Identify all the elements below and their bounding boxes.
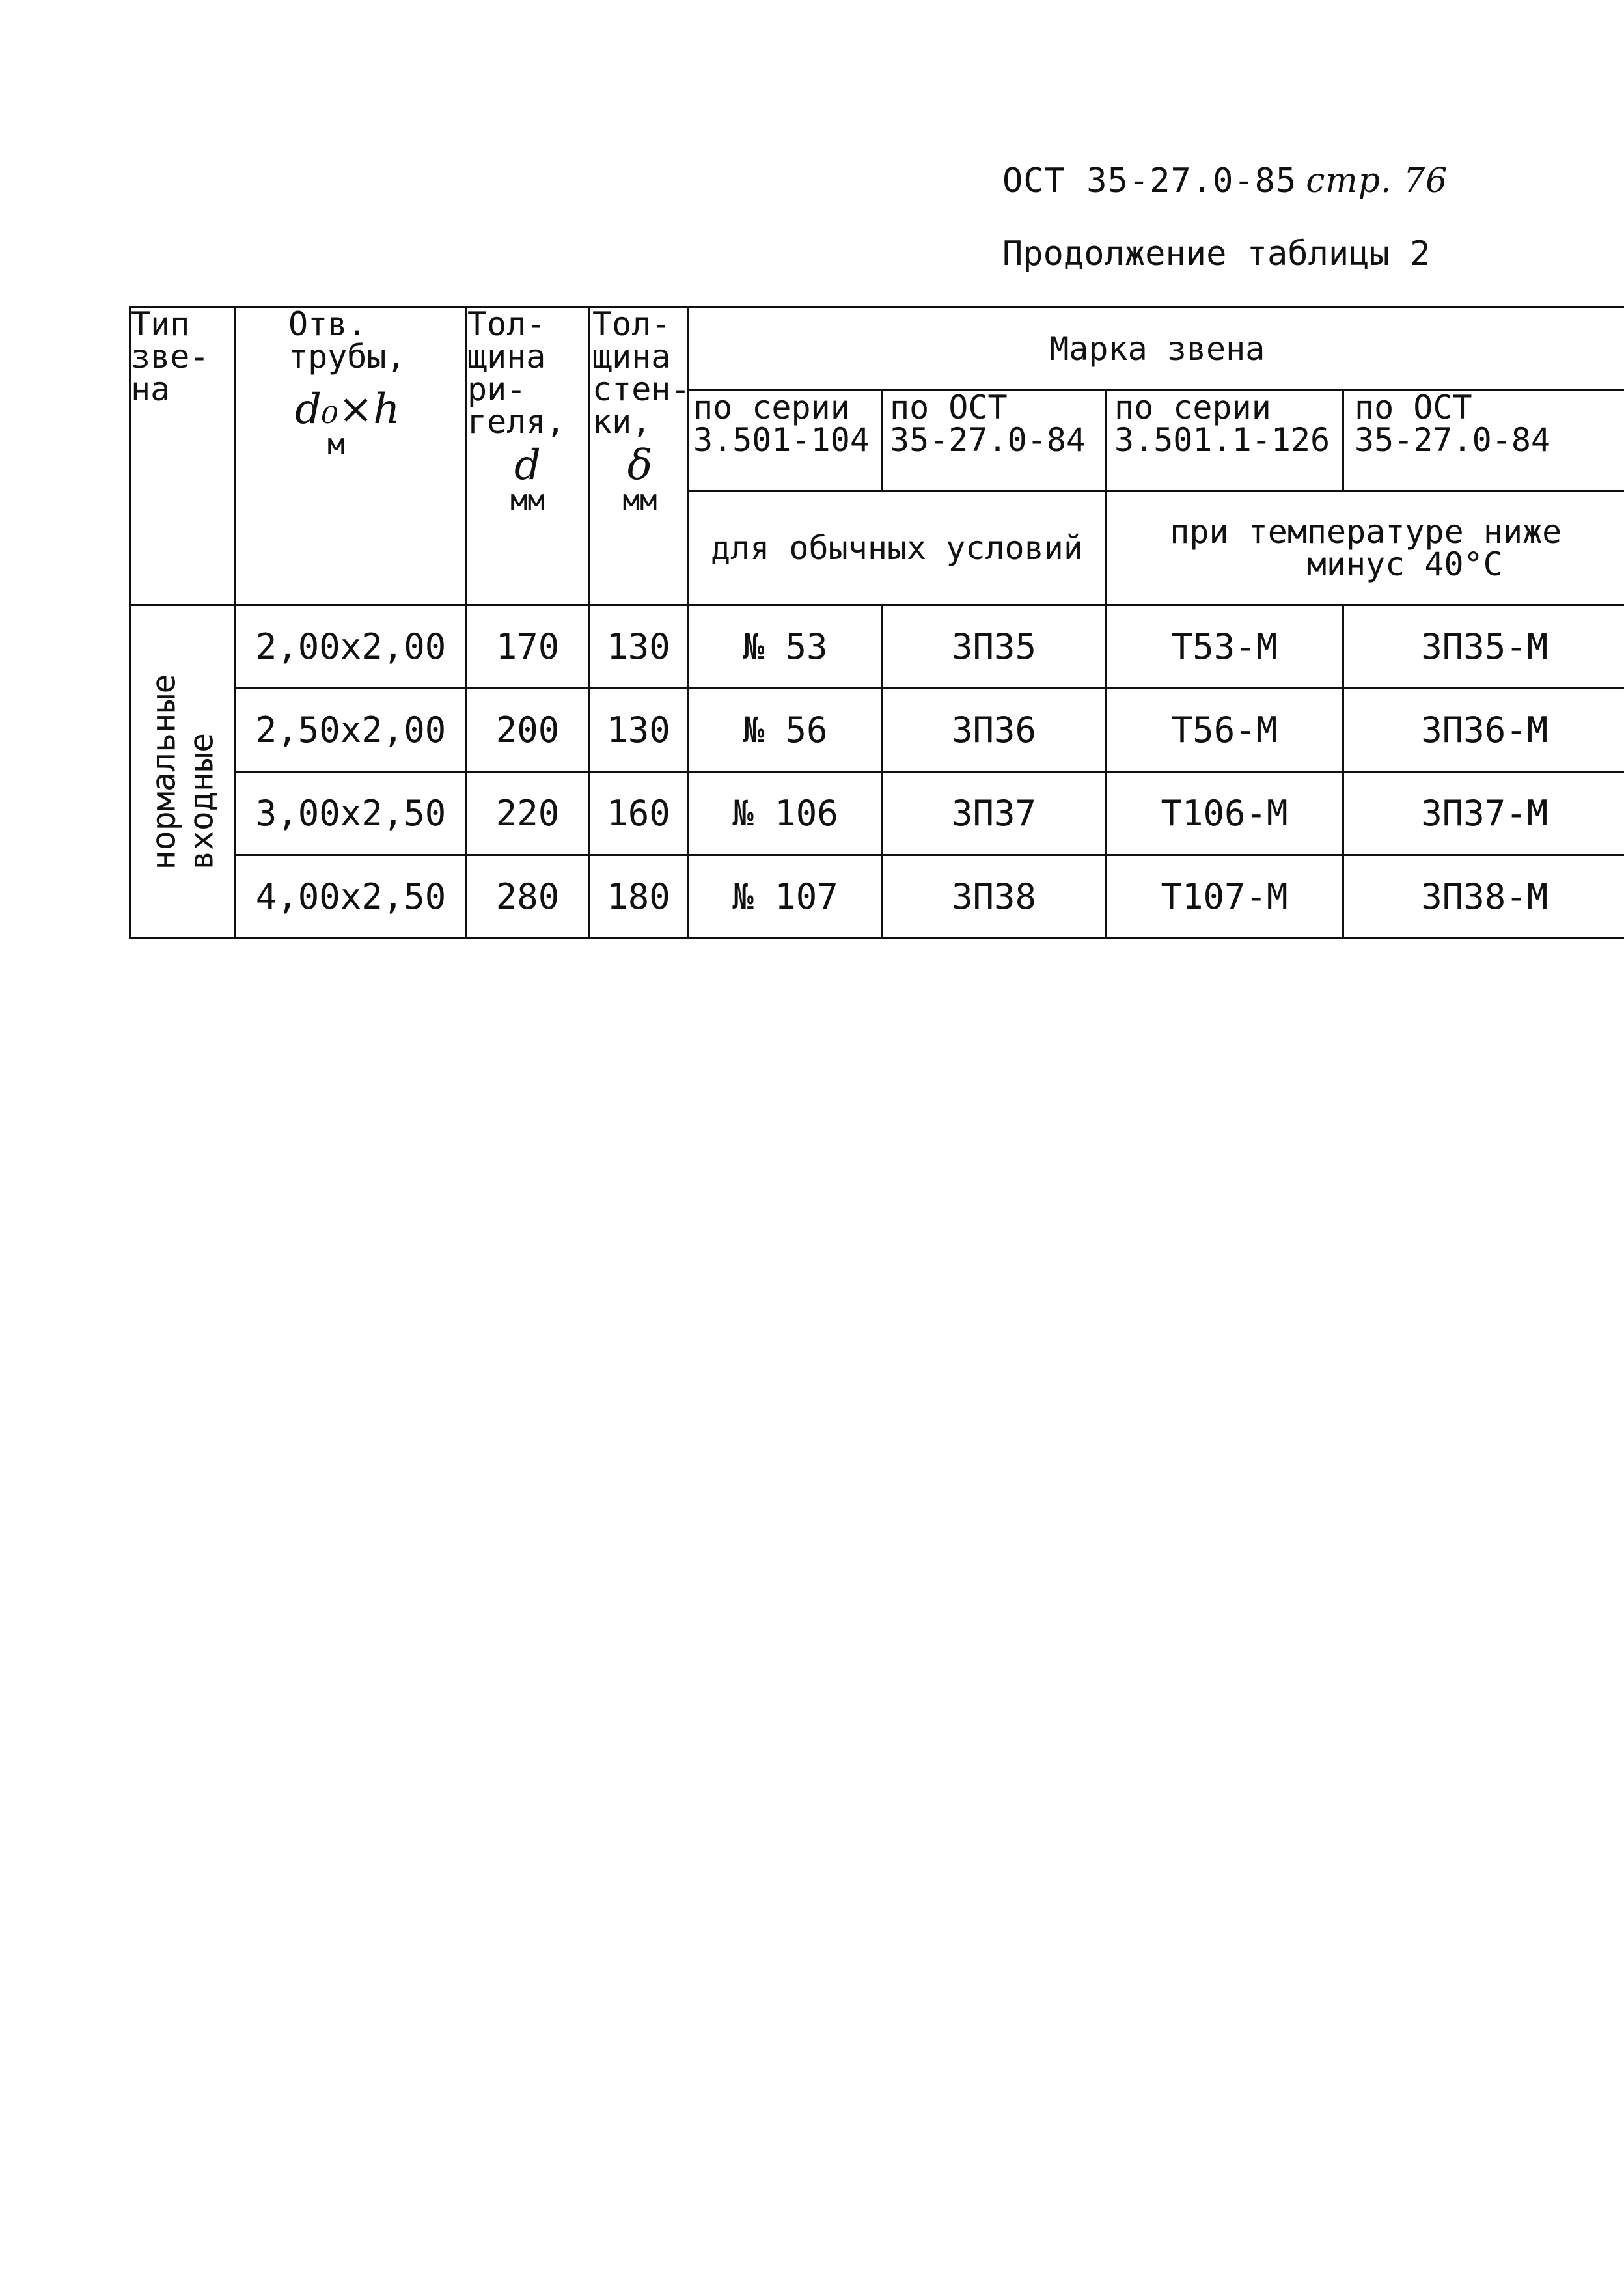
cell-mark-2: ЗП37: [883, 772, 1106, 855]
header-ost-35-27-0-84-a: по ОСТ 35-27.0-84: [883, 391, 1106, 491]
cell-wall: 130: [589, 689, 689, 772]
page-number: стр. 76: [1306, 161, 1448, 200]
group-label-cell: [130, 605, 236, 939]
cell-mark-3: Т106-М: [1106, 772, 1343, 855]
document-code-text: ОСТ 35-27.0-85: [1002, 161, 1297, 200]
table-row: [130, 689, 1624, 772]
header-link-type: Тип зве- на: [130, 307, 236, 605]
cell-size: 2,00x2,00: [236, 605, 467, 689]
cell-size: 3,00x2,50: [236, 772, 467, 855]
table-row: [130, 605, 1624, 689]
header-series-3501-1-126: по серии 3.501.1-126: [1106, 391, 1343, 491]
table-row: [130, 772, 1624, 855]
cell-mark-2: ЗП35: [883, 605, 1106, 689]
pipe-symbol: d₀×h: [295, 385, 400, 434]
cell-mark-1: № 107: [689, 855, 883, 939]
cell-mark-4: ЗП35-М: [1343, 605, 1624, 689]
header-low-temperature: при температуре ниже минус 40°С: [1106, 491, 1624, 605]
cell-mark-3: Т53-М: [1106, 605, 1343, 689]
cell-mark-2: ЗП38: [883, 855, 1106, 939]
cell-mark-1: № 56: [689, 689, 883, 772]
cell-mark-3: Т107-М: [1106, 855, 1343, 939]
cell-wall: 130: [589, 605, 689, 689]
cell-wall: 180: [589, 855, 689, 939]
wall-unit: мм: [622, 484, 657, 517]
header-ost-35-27-0-84-b: по ОСТ 35-27.0-84: [1343, 391, 1624, 491]
pipe-unit: м: [327, 428, 345, 461]
cell-mark-4: ЗП36-М: [1343, 689, 1624, 772]
beam-symbol: d: [514, 441, 541, 489]
link-marks-table: [129, 306, 1624, 939]
header-beam-thickness: Тол- щина ри- геля, d мм: [467, 307, 589, 605]
cell-beam: 220: [467, 772, 589, 855]
cell-mark-1: № 106: [689, 772, 883, 855]
document-code: [1002, 161, 1448, 200]
header-pipe-opening: Отв. трубы, d₀×h м: [236, 307, 467, 605]
cell-beam: 170: [467, 605, 589, 689]
group-label: нормальные входные: [145, 673, 220, 870]
cell-mark-3: Т56-М: [1106, 689, 1343, 772]
cell-beam: 200: [467, 689, 589, 772]
cell-mark-2: ЗП36: [883, 689, 1106, 772]
table-row: [130, 855, 1624, 939]
wall-symbol: δ: [627, 441, 653, 489]
beam-unit: мм: [510, 484, 545, 517]
cell-mark-4: ЗП37-М: [1343, 772, 1624, 855]
header-wall-thickness: Тол- щина стен- ки, δ мм: [589, 307, 689, 605]
cell-wall: 160: [589, 772, 689, 855]
cell-size: 2,50x2,00: [236, 689, 467, 772]
header-normal-conditions: для обычных условий: [689, 491, 1106, 605]
cell-mark-4: ЗП38-М: [1343, 855, 1624, 939]
continuation-title: Продолжение таблицы 2: [1002, 234, 1431, 273]
header-series-3501-104: по серии 3.501-104: [689, 391, 883, 491]
cell-mark-1: № 53: [689, 605, 883, 689]
cell-size: 4,00x2,50: [236, 855, 467, 939]
header-link-mark: Марка звена: [689, 307, 1624, 391]
cell-beam: 280: [467, 855, 589, 939]
